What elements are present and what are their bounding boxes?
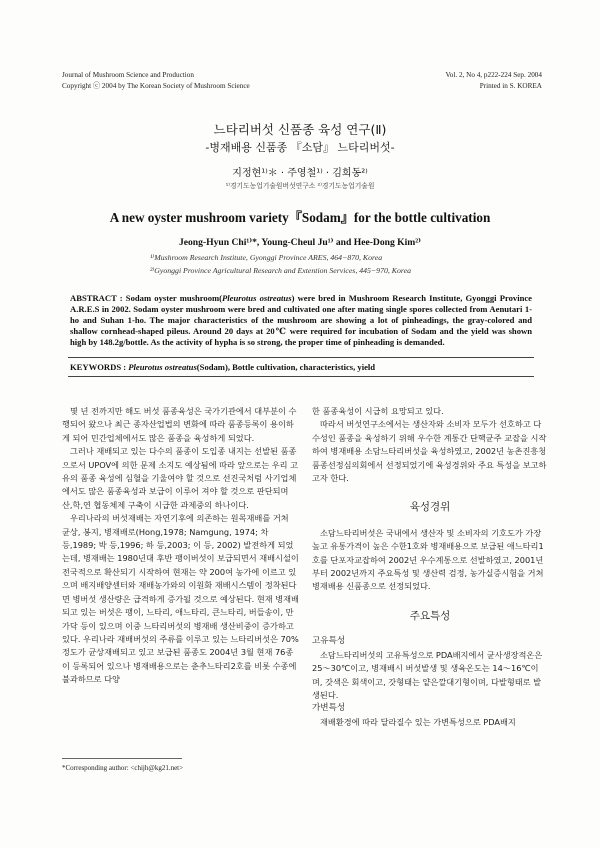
journal-name: Journal of Mushroom Science and Production <box>62 71 194 79</box>
english-authors: Jeong-Hyun Chi¹⁾*, Young-Cheul Ju¹⁾ and Hee-Dong Kim²⁾ <box>178 237 422 248</box>
korean-affiliations: ¹⁾경기도농업기술원버섯연구소 ²⁾경기도농업기술원 <box>225 182 375 190</box>
abstract <box>70 293 532 348</box>
section-heading-breeding: 육성경위 <box>409 501 451 514</box>
english-affiliation-1: ¹⁾Mushroom Research Institute, Gyonggi Province ARES, 464−870, Korea <box>150 253 383 262</box>
keywords <box>70 362 532 372</box>
body-paragraph: 우리나라의 버섯재배는 자연기후에 의존하는 원목재배를 거쳐 균상, 봉지, 병재배로(Hong,1978; Namgung, 1974; 차 등,1989; 박 등,1996; 하 등,2003; 이 등, 2002) 발전하게 되었는데, 병재배는 1980년대 후반 팽이버섯이 보급되면서 재배시설이 전국적으로 확산되기 시작하여 현재는 약 200여 농가에 이르고 있으며 배지배양센터와 재배농가와의 이원화 재배시스템이 정착된다면 병버섯 생산량은 급격하게 증가될 것으로 예상된다. 현재 병재배되고 있는 버섯은 팽이, 느타리, 애느타리, 큰느타리, 버들송이, 만가닥 등이 있으며 이중 느타리버섯의 병재배 생산비중이 증가하고 있다. 우리나라 재배버섯의 주류를 이루고 있는 느타리버섯은 70%정도가 균상재배되고 있고 보급된 품종도 2004년 3월 현재 76종이 등록되어 있으나 병재배용으로는 춘추느타리2호를 비롯 수종에 불과하므로 다양 <box>62 513 299 685</box>
abstract-label: ABSTRACT : <box>70 293 123 303</box>
body-paragraph: 재배환경에 따라 달라질수 있는 가변특성으로 PDA배지 <box>320 716 516 727</box>
body-paragraph: 소담느타리버섯의 고유특성으로 PDA배지에서 균사생장적온은 25～30℃이고, 병재배시 버섯발생 및 생육온도는 14～16℃이며, 갓색은 회색이고, 갓형태는 얕은깔대기형이며, 다발형태로 발생된다. <box>312 649 543 700</box>
subheading-inherent: 고유특성 <box>312 636 346 647</box>
body-paragraph: 그러나 재배되고 있는 다수의 품종이 도입종 내지는 선발된 품종으로서 UPOV에 의한 문제 소지도 예상됨에 따라 앞으로는 우리 고유의 품종 육성에 심혈을 기울여야 할 것으로 선진국처럼 사기업체에서도 많은 품종육성과 보급이 이루어 져야 할 것으로 판단되며 산,학,연 협동체제 구축이 시급한 과제중의 하나이다. <box>62 446 299 510</box>
keywords-top-rule <box>68 357 534 358</box>
keywords-rest: (Sodam), Bottle cultivation, characteristics, yield <box>196 362 376 372</box>
journal-header <box>62 70 250 92</box>
abstract-text-start: Sodam oyster mushroom( <box>122 293 223 303</box>
volume-info: Vol. 2, No 4, p222-224 Sep. 2004 <box>445 71 542 79</box>
subheading-variable: 가변특성 <box>312 703 346 714</box>
body-left-column <box>62 405 299 687</box>
copyright-line: Copyright ⓒ 2004 by The Korean Society of Mushroom Science <box>62 82 250 90</box>
corresponding-author-footnote: *Corresponding author: <chijh@kg21.net> <box>62 764 184 772</box>
keywords-species: Pleurotus ostreatus <box>128 362 197 372</box>
english-affiliation-2: ²⁾Gyonggi Province Agricultural Research and Extention Services, 445−970, Korea <box>150 266 411 275</box>
abstract-text-end: ) were bred in Mushroom Research Institute, Gyonggi Province A.R.E.S in 2002. Sodam oyster mushroom were bred and cultivated one after mating single spores collected from Aenutari 1-ho and Suhan 1-ho. The major characteristics of the mushroom are showing a lot of pinheadings, the gray-colored and shallow cornhead-shaped pileus. Around 20 days at 20℃ were required for incubation of Sodam and the yield was shown high by 148.2g/bottle. As the activity of hypha is so strong, the proper time of pinheading is demanded. <box>70 293 532 347</box>
body-paragraph: 따라서 버섯연구소에서는 생산자와 소비자 모두가 선호하고 다수성인 품종을 육성하기 위해 우수한 계통간 단핵균주 교잡을 시작하여 병재배용 소담느타리버섯을 육성하였고, 2002년 농촌진흥청 품종선정심의회에서 선정되었기에 육성경위와 주요 특성을 보고하고자 한다. <box>312 419 547 484</box>
english-title: A new oyster mushroom variety『Sodam』for the bottle cultivation <box>109 210 491 225</box>
keywords-label: KEYWORDS : <box>70 362 129 372</box>
footnote-rule <box>62 758 182 759</box>
body-paragraph: 소담느타리버섯은 국내에서 생산자 및 소비자의 기호도가 가장 높고 유통가격이 높은 수한1호와 병재배용으로 보급된 애느타리1호를 단포자교잡하여 2002년 우수계통으로 선발하였고, 2001년부터 2002년까지 주요특성 및 생산력 검정, 농가실증시험을 거쳐 병재배용 신품종으로 선정되었다. <box>312 527 544 592</box>
body-right-column <box>312 405 548 729</box>
korean-title: 느타리버섯 신품종 육성 연구(Ⅱ) <box>213 122 387 137</box>
body-paragraph: 몇 년 전까지만 해도 버섯 품종육성은 국가기관에서 대부분이 수행되어 왔으나 최근 종자산업법의 변화에 따라 품종등록이 용이하게 되어 민간업체에서도 많은 품종을 육성하게 되었다. <box>62 406 297 443</box>
section-heading-characteristics: 주요특성 <box>409 609 451 622</box>
printed-info: Printed in S. KOREA <box>479 82 542 90</box>
abstract-species: Pleurotus ostreatus <box>222 293 292 303</box>
keywords-bottom-rule <box>68 376 534 377</box>
korean-authors: 지정현¹⁾＊ · 주영철¹⁾ · 김희동²⁾ <box>232 168 368 179</box>
issue-header <box>446 70 543 92</box>
korean-subtitle: -병재배용 신품종 『소담』 느타리버섯- <box>205 141 395 154</box>
body-paragraph: 한 품종육성이 시급히 요망되고 있다. <box>312 406 444 416</box>
